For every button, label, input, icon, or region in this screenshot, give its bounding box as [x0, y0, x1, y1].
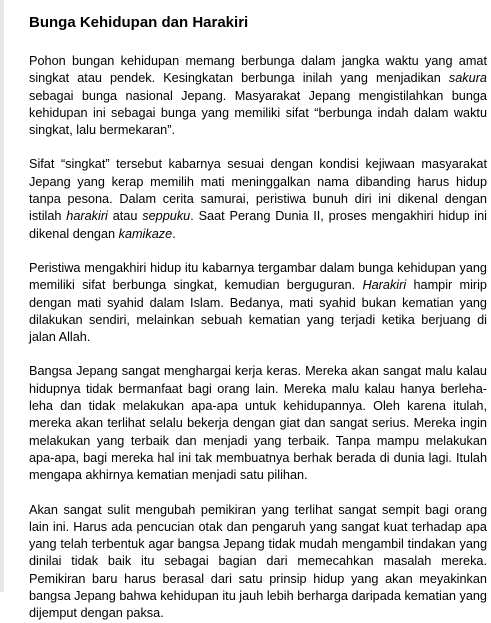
article-title: Bunga Kehidupan dan Harakiri [29, 14, 249, 31]
article [29, 0, 487, 623]
italic-term: sakura [448, 71, 487, 86]
text-run: . [172, 226, 176, 241]
text-run: atau [107, 209, 143, 224]
text-run: hampir mirip dengan mati syahid dalam Islam. Bedanya, mati syahid bukan kematian yang dilakukan sendiri, melainkan sebuah kematian yang terjadi ketika berjuang di jalan Allah. [29, 278, 487, 345]
text-run: . Saat Perang Dunia II, proses mengakhiri hidup ini dikenal dengan [29, 209, 487, 241]
text-run: Bangsa Jepang sangat menghargai kerja keras. Mereka akan sangat malu kalau hidupnya tidak bermanfaat bagi orang lain. Mereka malu kalau hanya berleha-leha dan tidak melakukan apa-apa untuk kehidupannya. Oleh karena itulah, mereka akan terlihat selalu bekerja dengan giat dan sangat serius. Mereka ingin melakukan yang terbaik dan menjadi yang terbaik. Tanpa mampu melakukan apa-apa, bagi mereka hal ini tak membuatnya berhak berada di dunia lagi. Itulah mengapa akhirnya kematian menjadi satu pilihan. [29, 364, 487, 483]
paragraph-5 [29, 502, 487, 623]
paragraph-2 [29, 156, 487, 242]
italic-term: Harakiri [362, 278, 407, 293]
paragraph-4 [29, 363, 487, 484]
text-run: sebagai bunga nasional Jepang. Masyarakat Jepang mengistilahkan bunga kehidupan ini sebagai bunga yang memiliki sifat “berbunga indah dalam waktu singkat, lalu bermekaran”. [29, 88, 487, 138]
left-margin-rule [0, 0, 4, 592]
italic-term: kamikaze [118, 226, 173, 241]
paragraph-3 [29, 260, 487, 346]
text-run: Peristiwa mengakhiri hidup itu kabarnya tergambar dalam bunga kehidupan yang memiliki sifat berbunga singkat, kemudian berguguran. [29, 260, 487, 293]
italic-term: harakiri [66, 209, 108, 224]
text-run: Akan sangat sulit mengubah pemikiran yang terlihat sangat sempit bagi orang lain ini. Harus ada pencucian otak dan pengaruh yang sangat kuat terhadap apa yang telah terbentuk agar bangsa Jepang tidak mudah mengambil tindakan yang dinilai tidak baik itu sebagai bagian dari memecahkan masalah mereka. Pemikiran baru harus berasal dari satu prinsip hidup yang akan meyakinkan bangsa Jepang bahwa kehidupan itu jauh lebih berharga daripada kematian yang dijemput dengan paksa. [29, 502, 487, 621]
text-run: Sifat “singkat” tersebut kabarnya sesuai dengan kondisi kejiwaan masyarakat Jepang yang kerap memilih mati meninggalkan nama dibanding harus hidup tanpa pesona. Dalam cerita samurai, peristiwa bunuh diri ini dikenal dengan istilah [29, 157, 487, 224]
article-body [29, 53, 487, 623]
italic-term: seppuku [142, 209, 191, 224]
paragraph-1 [29, 53, 487, 139]
text-run: Pohon bungan kehidupan memang berbunga dalam jangka waktu yang amat singkat atau pendek. Kesingkatan berbunga inilah yang menjadikan [29, 54, 487, 86]
